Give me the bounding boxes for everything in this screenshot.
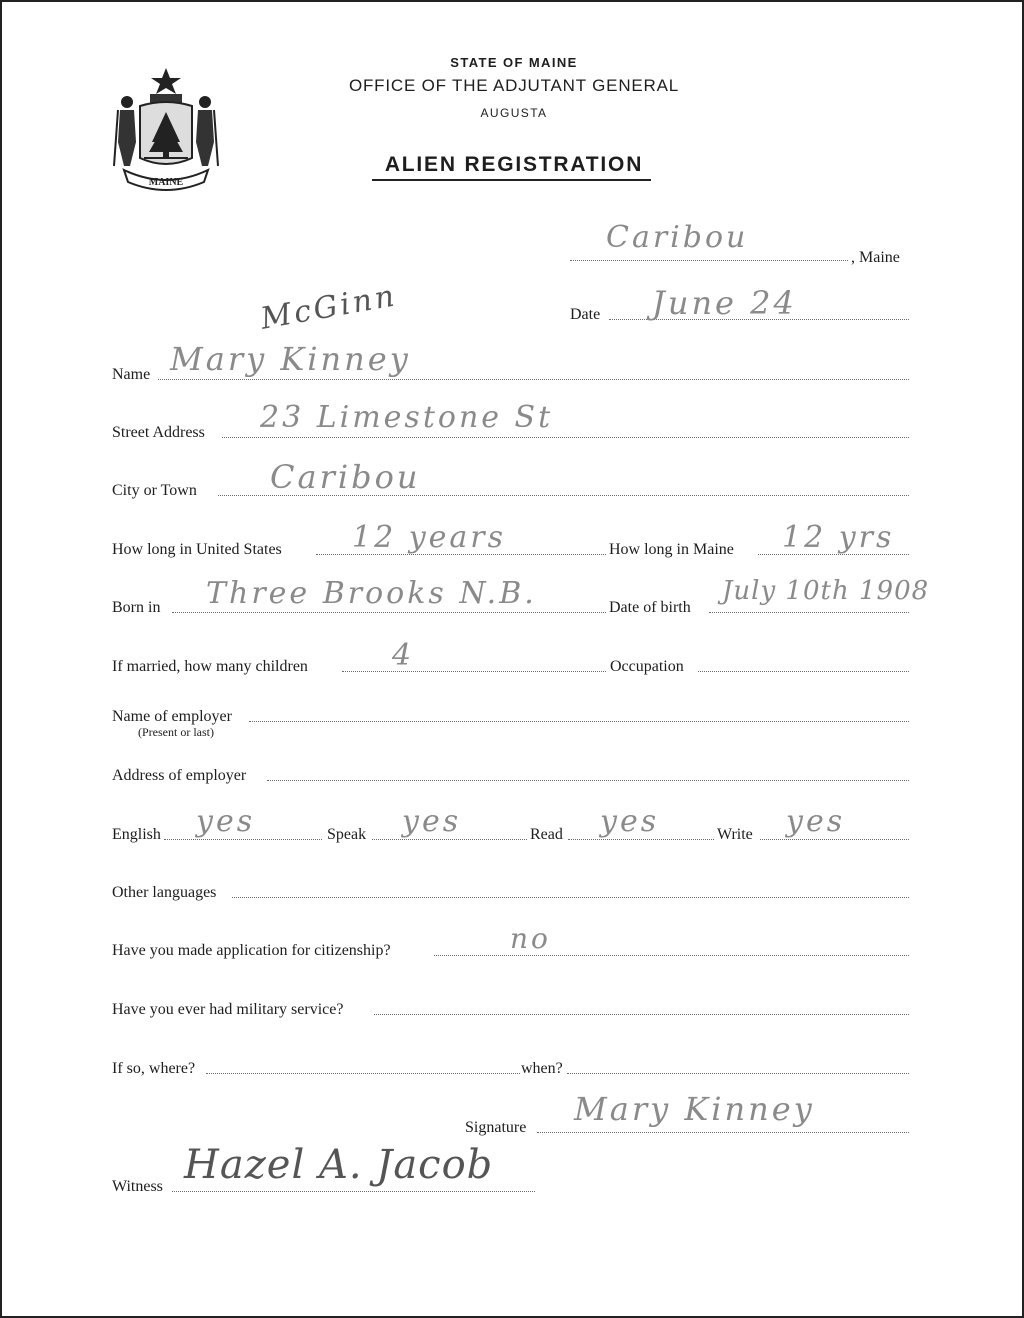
read-value: yes <box>600 804 660 839</box>
surname-annotation: McGinn <box>258 278 400 337</box>
read-label: Read <box>530 826 563 843</box>
maine-duration-label: How long in Maine <box>609 541 734 558</box>
born-in-value: Three Brooks N.B. <box>206 576 537 611</box>
speak-value: yes <box>402 804 462 839</box>
name-line <box>158 379 909 380</box>
write-label: Write <box>717 826 753 843</box>
place-value: Caribou <box>606 220 749 255</box>
citizenship-value: no <box>510 922 551 955</box>
city-label: City or Town <box>112 482 197 499</box>
citizenship-label: Have you made application for citizenship? <box>112 942 391 959</box>
where-line <box>206 1073 520 1074</box>
header-state: STATE OF MAINE <box>450 55 578 70</box>
name-value: Mary Kinney <box>170 340 411 378</box>
children-line <box>342 671 606 672</box>
us-duration-value: 12 years <box>352 520 507 555</box>
dob-line <box>709 612 909 613</box>
dob-value: July 10th 1908 <box>722 576 930 606</box>
signature-value: Mary Kinney <box>574 1090 815 1128</box>
date-value: June 24 <box>652 284 797 322</box>
children-label: If married, how many children <box>112 658 308 675</box>
employer-address-label: Address of employer <box>112 767 247 784</box>
place-label: , Maine <box>851 249 900 266</box>
when-line <box>567 1073 909 1074</box>
occupation-line <box>698 671 909 672</box>
name-label: Name <box>112 366 151 383</box>
title-underline <box>372 179 651 181</box>
born-in-label: Born in <box>112 599 161 616</box>
witness-line <box>172 1191 535 1192</box>
signature-label: Signature <box>465 1119 527 1136</box>
date-label: Date <box>570 306 601 323</box>
english-label: English <box>112 826 161 843</box>
military-line <box>374 1014 909 1015</box>
street-value: 23 Limestone St <box>260 400 554 435</box>
occupation-label: Occupation <box>610 658 684 675</box>
city-value: Caribou <box>270 458 421 496</box>
born-in-line <box>172 612 606 613</box>
english-value: yes <box>196 804 256 839</box>
header-city: AUGUSTA <box>480 106 548 120</box>
other-languages-line <box>232 897 909 898</box>
speak-line <box>372 839 527 840</box>
when-label: when? <box>521 1060 563 1077</box>
employer-address-line <box>267 780 909 781</box>
children-value: 4 <box>392 638 415 673</box>
write-value: yes <box>786 804 846 839</box>
witness-label: Witness <box>112 1178 163 1195</box>
dob-label: Date of birth <box>609 599 691 616</box>
street-label: Street Address <box>112 424 205 441</box>
military-label: Have you ever had military service? <box>112 1001 344 1018</box>
us-duration-label: How long in United States <box>112 541 282 558</box>
header-office: OFFICE OF THE ADJUTANT GENERAL <box>348 76 680 95</box>
seal-banner-text: MAINE <box>148 177 184 188</box>
speak-label: Speak <box>327 826 367 843</box>
place-line <box>570 260 848 261</box>
maine-duration-value: 12 yrs <box>782 520 895 555</box>
employer-sublabel: (Present or last) <box>138 725 214 739</box>
english-line <box>164 839 322 840</box>
citizenship-line <box>434 955 909 956</box>
street-line <box>222 437 909 438</box>
where-label: If so, where? <box>112 1060 196 1077</box>
form-title: ALIEN REGISTRATION <box>384 153 644 176</box>
employer-label: Name of employer <box>112 708 232 725</box>
read-line <box>568 839 714 840</box>
write-line <box>760 839 909 840</box>
witness-value: Hazel A. Jacob <box>184 1142 494 1188</box>
other-languages-label: Other languages <box>112 884 217 901</box>
employer-line <box>249 721 909 722</box>
signature-line <box>537 1132 909 1133</box>
